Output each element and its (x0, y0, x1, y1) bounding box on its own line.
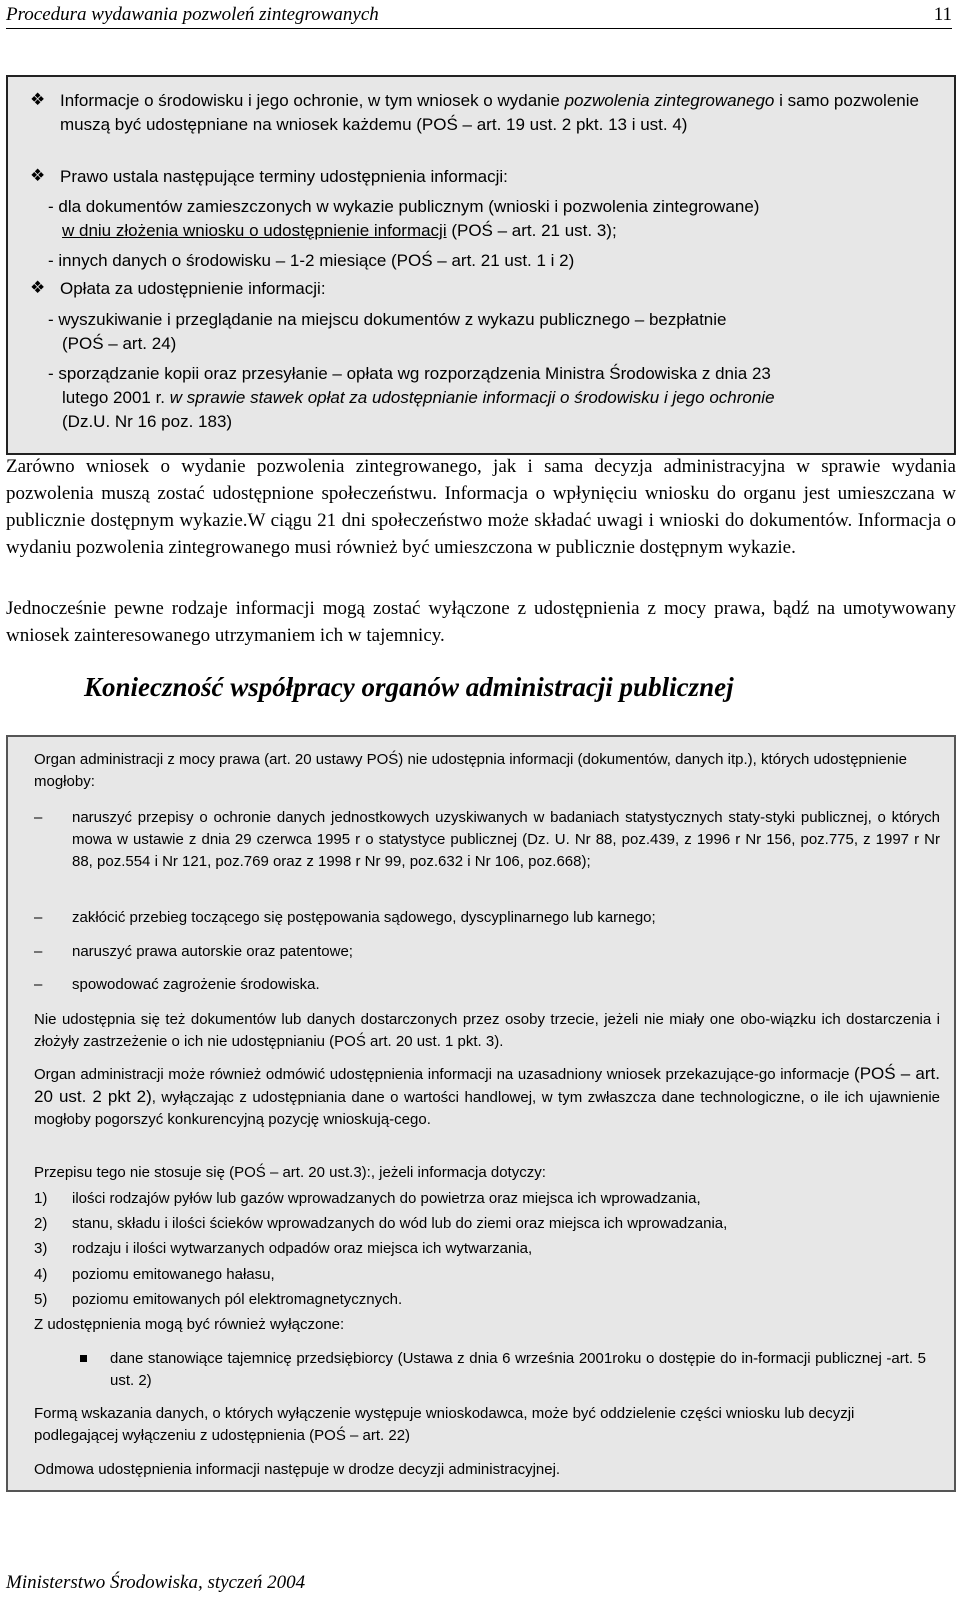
box-intro: Organ administracji z mocy prawa (art. 20 ustawy POŚ) nie udostępnia informacji (dokumentów, danych itp.), których udostępnienie mogłoby: (34, 751, 907, 790)
paragraph-also-excluded: Z udostępnienia mogą być również wyłączone: (34, 1316, 345, 1333)
dash-item-copies (48, 362, 940, 434)
paragraph-exclusions: Jednocześnie pewne rodzaje informacji mogą zostać wyłączone z udostępnienia z mocy prawa, bądź na umotywowany wniosek zainteresowanego utrzymaniem ich w tajemnicy. (6, 598, 956, 646)
dash-text-italic: w sprawie stawek opłat za udostępnianie informacji o środowisku i jego ochronie (169, 388, 775, 407)
paragraph-form: Formą wskazania danych, o których wyłączenie występuje wnioskodawca, może być oddzielenie części wniosku lub decyzji podlegającej wyłączeniu z udostępnienia (POŚ – art. 22) (34, 1405, 855, 1444)
document-title: Procedura wydawania pozwoleń zintegrowanych (6, 4, 379, 25)
dash-text-ref: (Dz.U. Nr 16 poz. 183) (62, 412, 233, 431)
page-header (6, 2, 952, 29)
dash-marker: – (34, 943, 43, 960)
diamond-bullet-icon: ❖ (30, 166, 46, 185)
dash-item-other (48, 249, 940, 273)
cooperation-box: Organ administracji z mocy prawa (art. 20 ustawy POŚ) nie udostępnia informacji (dokumentów, danych itp.), których udostępnienie mogłoby: – naruszyć przepisy o ochronie danych jednostkowych uzyskiwanych w badaniach statystycznych staty-styki publicznej, o których mowa w ustawie z dnia 29 czerwca 1995 r o statystyce publicznej (Dz. U. Nr 88, poz.439, z 1996 r Nr 156, poz.775, z 1997 r Nr 88, poz.554 i Nr 121, poz.769 oraz z 1998 r Nr 99, poz.632 i Nr 106, poz.668); – zakłócić przebieg toczącego się postępowania sądowego, dyscyplinarnego lub karnego; – naruszyć prawa autorskie oraz patentowe; – spowodować zagrożenie środowiska. Nie udostępnia się też dokumentów lub danych dostarczonych przez osoby trzecie, jeżeli nie miały one obo-wiązku ich dostarczenia i złożyły zastrzeżenie o ich nie udostępnianiu (POŚ art. 20 ust. 1 pkt. 3). Organ administracji może również odmówić udostępnienia informacji na uzasadniony wniosek przekazujące-go informacje (POŚ – art. 20 ust. 2 pkt 2), wyłączając z udostępniania dane o wartości handlowej, w tym zwłaszcza dane technologiczne, o ile ich ujawnienie mogłoby pogorszyć konkurencyjną pozycję wnioskują-cego. Przepisu tego nie stosuje się (POŚ – art. 20 ust.3):, jeżeli informacja dotyczy: 1) ilości rodzajów pyłów lub gazów wprowadzanych do powietrza oraz miejsca ich wprowadzania, 2) stanu, składu i ilości ścieków wprowadzanych do wód lub do ziemi oraz miejsca ich wprowadzania, 3) rodzaju i ilości wytwarzanych odpadów oraz miejsca ich wytwarzania, 4) poziomu emitowanego hałasu, 5) poziomu emitowanych pól elektromagnetycznych. Z udostępnienia mogą być również wyłączone: dane stanowiące tajemnicę przedsiębiorcy (Ustawa z dnia 6 września 2001roku o dostępie do in-formacji publicznej -art. 5 ust. 2) Formą wskazania danych, o których wyłączenie występuje wnioskodawca, może być oddzielenie części wniosku lub decyzji podlegającej wyłączeniu z udostępnienia (POŚ – art. 22) Odmowa udostępnienia informacji następuje w drodze decyzji administracyjnej. (6, 735, 956, 1492)
dash-text-date: lutego 2001 r. (62, 388, 170, 407)
paragraph-commercial: Organ administracji może również odmówić udostępnienia informacji na uzasadniony wniosek przekazujące-go informacje (POŚ – art. 20 ust. 2 pkt 2), wyłączając z udostępniania dane o wartości handlowej, w tym zwłaszcza dane technologiczne, o ile ich ujawnienie mogłoby pogorszyć konkurencyjną pozycję wnioskują-cego. (34, 1064, 940, 1128)
dash-text: - dla dokumentów zamieszczonych w wykazie publicznym (wnioski i pozwolenia zintegrowane) (48, 197, 760, 216)
dash-item-documents (48, 195, 940, 243)
bullet-text: Prawo ustala następujące terminy udostępnienia informacji: (60, 167, 508, 186)
bullet-text-cont: i samo pozwolenie muszą być udostępniane na wniosek każdemu (POŚ – art. 19 ust. 2 pkt. 13 i ust. 4) (60, 91, 919, 134)
dash-marker: – (34, 976, 43, 993)
info-access-box (6, 75, 956, 455)
bullet-text-italic: pozwolenia zintegrowanego (564, 91, 775, 110)
page-footer: Ministerstwo Środowiska, styczeń 2004 (6, 1572, 306, 1593)
dash-item-search (48, 308, 940, 356)
dash-text-ref: (POŚ – art. 24) (62, 334, 177, 353)
paragraph-refusal: Odmowa udostępnienia informacji następuje w drodze decyzji administracyjnej. (34, 1461, 561, 1478)
dash-marker: – (34, 809, 43, 826)
dash-text-ref: (POŚ – art. 21 ust. 3); (446, 221, 617, 240)
section-heading: Konieczność współpracy organów administracji publicznej (84, 672, 734, 702)
dash-text: - innych danych o środowisku – 1-2 miesiące (POŚ – art. 21 ust. 1 i 2) (48, 251, 575, 270)
diamond-bullet-icon: ❖ (30, 90, 46, 109)
dash-marker: – (34, 909, 43, 926)
square-bullet-icon (80, 1355, 87, 1362)
dash-text: - sporządzanie kopii oraz przesyłanie – opłata wg rozporządzenia Ministra Środowiska z dnia 23 (48, 364, 771, 383)
diamond-bullet-icon: ❖ (30, 278, 46, 297)
dash-text-underlined: w dniu złożenia wniosku o udostępnienie informacji (62, 221, 447, 240)
bullet-text: Opłata za udostępnienie informacji: (60, 279, 326, 298)
paragraph-third-party: Nie udostępnia się też dokumentów lub danych dostarczonych przez osoby trzecie, jeżeli nie miały one obo-wiązku ich dostarczenia i złożyły zastrzeżenie o ich nie udostępnianiu (POŚ art. 20 ust. 1 pkt. 3). (34, 1011, 940, 1050)
paragraph-public-availability: Zarówno wniosek o wydanie pozwolenia zintegrowanego, jak i sama decyzja administracyjna w sprawie wydania pozwolenia muszą zostać udostępnione społeczeństwu. Informacja o wpłynięciu wniosku do organu jest umieszczana w publicznie dostępnym wykazie.W ciągu 21 dni społeczeństwo może składać uwagi i wnioski do dokumentów. Informacja o wydaniu pozwolenia zintegrowanego musi również być umieszczona w publicznie dostępnym wykazie. (6, 456, 956, 558)
bullet-text: Informacje o środowisku i jego ochronie, w tym wniosek o wydanie (60, 91, 565, 110)
paragraph-exception: Przepisu tego nie stosuje się (POŚ – art. 20 ust.3):, jeżeli informacja dotyczy: (34, 1164, 546, 1181)
page-number: 11 (933, 4, 952, 25)
dash-text: - wyszukiwanie i przeglądanie na miejscu dokumentów z wykazu publicznego – bezpłatnie (48, 310, 727, 329)
